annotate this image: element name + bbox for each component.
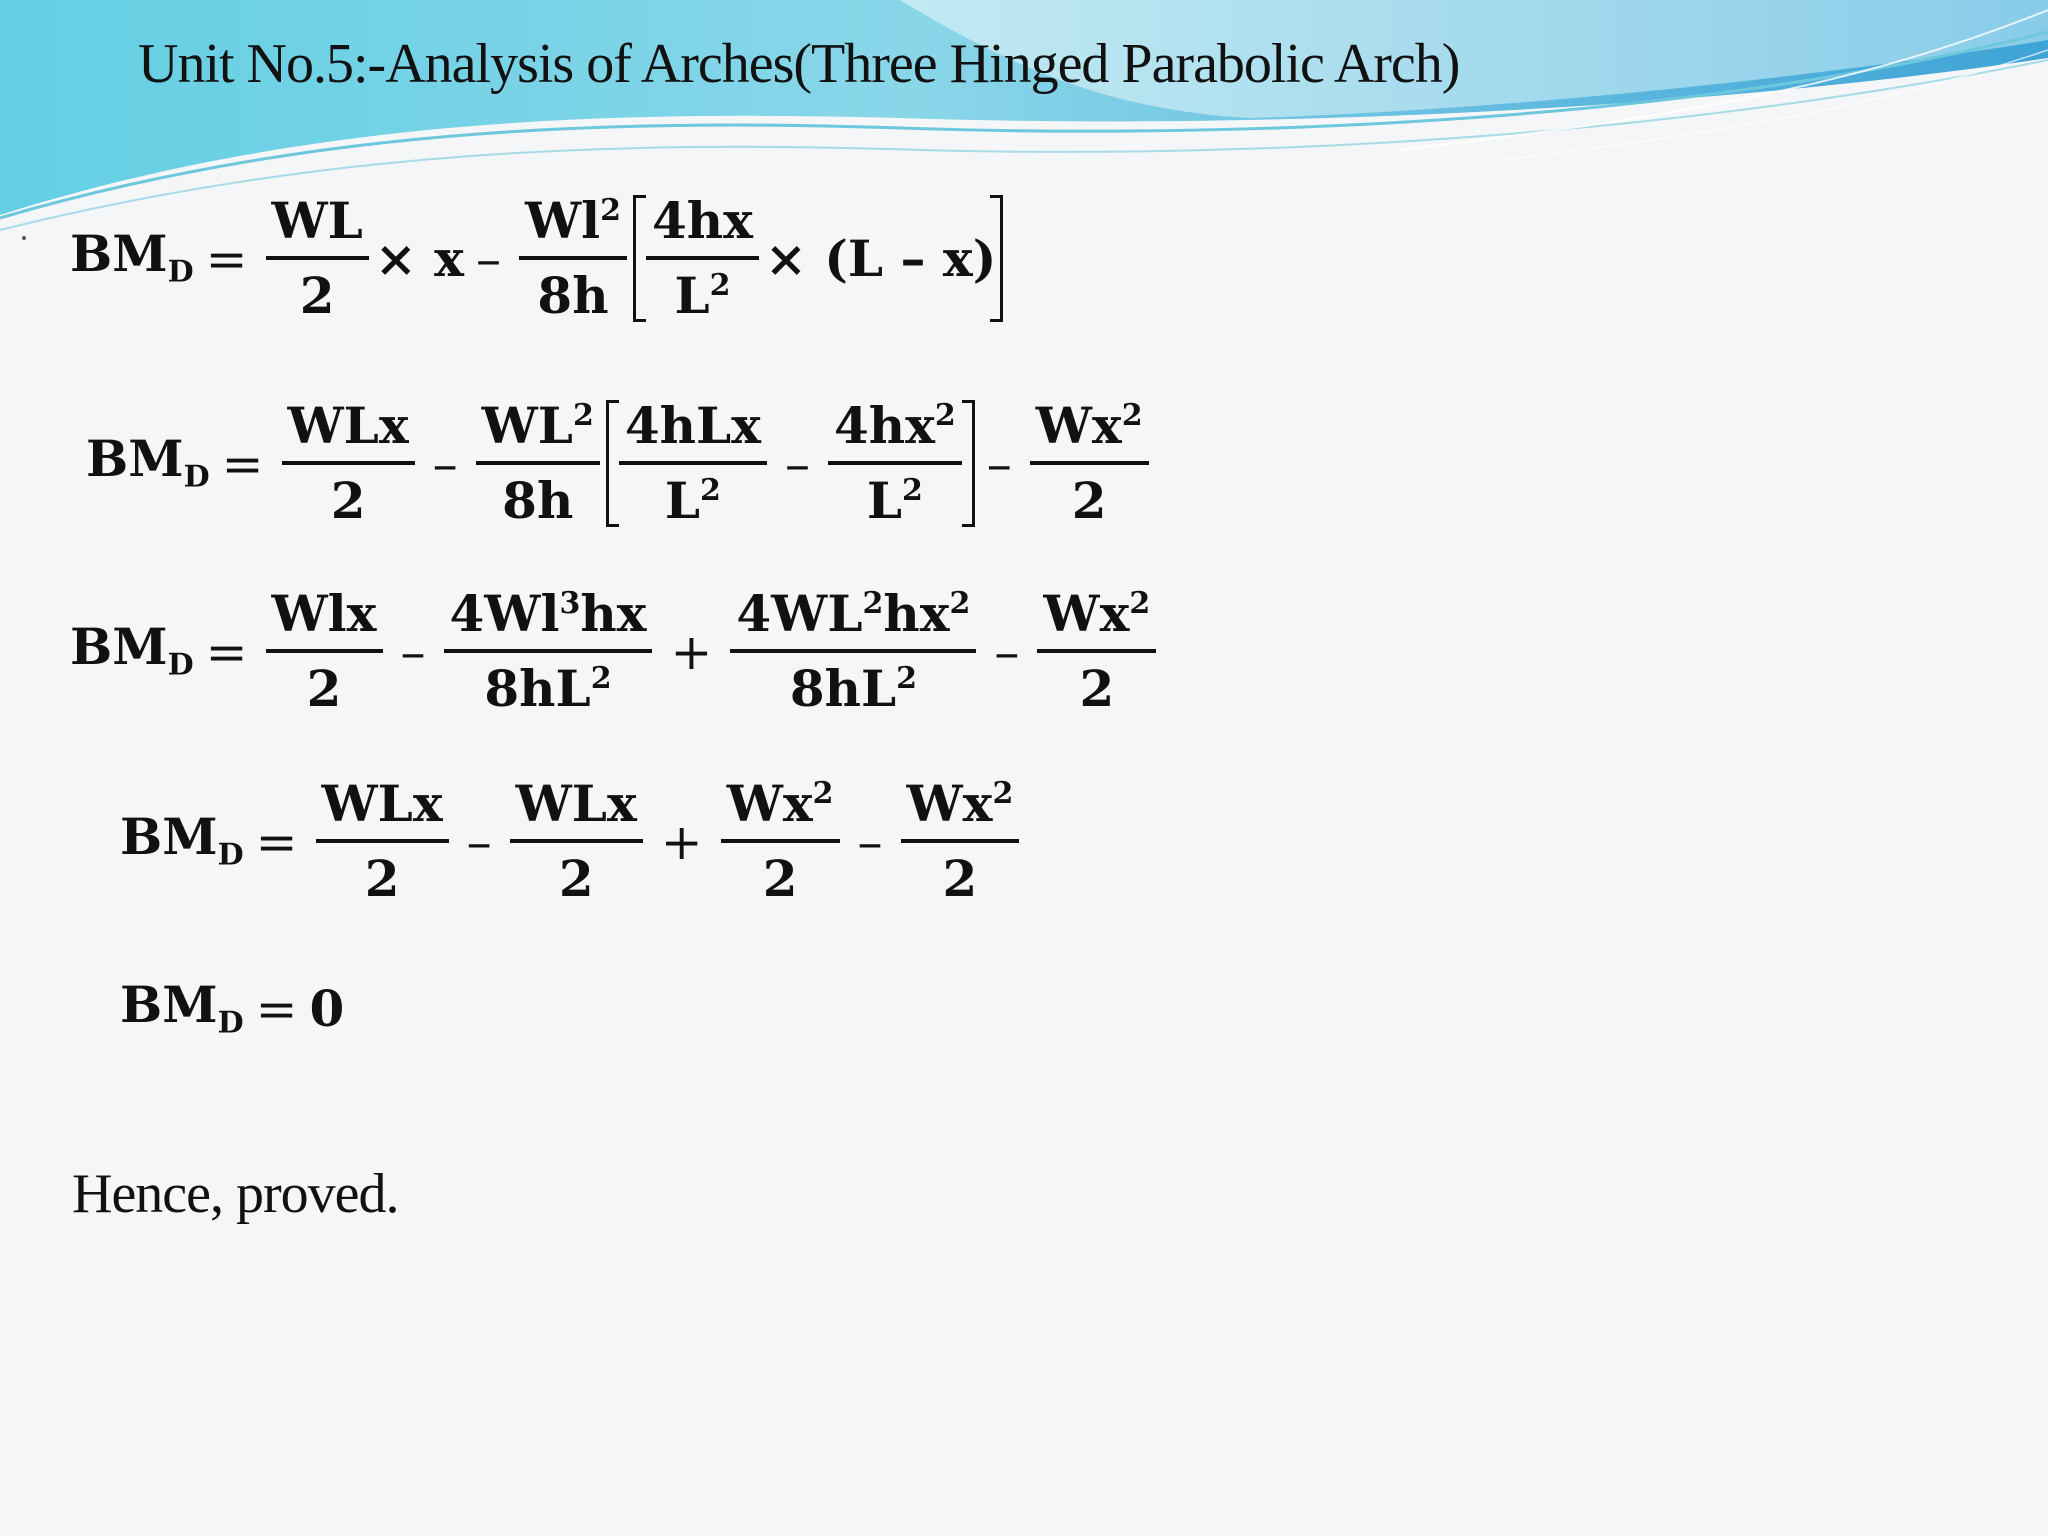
fraction: $\frac{Wl^2}{8h}$ bbox=[519, 195, 627, 322]
fraction: $\frac{Wx^2}{2}$ bbox=[1030, 400, 1149, 527]
equation-lhs: $BM_D$ bbox=[86, 429, 210, 495]
equation-2: $BM_D$ = $\frac{\text{WLx}}{2}$ – $\frac{WL^2}{8h}$ $\frac{\text{4hLx}}{L^2}$ – $\frac{4hx^2}{L^2}$ – $\frac{Wx^2}{2}$ bbox=[86, 400, 1155, 527]
square-bracket-group: $\frac{4hx}{L^2}$ × (L – x) bbox=[633, 195, 1003, 322]
equation-lhs: $BM_D$ bbox=[120, 807, 244, 873]
square-bracket-group: $\frac{\text{4hLx}}{L^2}$ – $\frac{4hx^2}{L^2}$ bbox=[606, 400, 975, 527]
fraction: $\frac{\text{WLx}}{2}$ bbox=[510, 778, 643, 905]
equation-lhs: $BM_D$ bbox=[120, 975, 244, 1041]
fraction: $\frac{Wx^2}{2}$ bbox=[1037, 588, 1156, 715]
fraction: $\frac{4hx^2}{L^2}$ bbox=[828, 400, 962, 527]
fraction: $\frac{\text{WLx}}{2}$ bbox=[282, 400, 415, 527]
equation-3: $BM_D$ = $\frac{\text{Wlx}}{2}$ – $\frac{4Wl^3hx}{8hL^2}$ + $\frac{4WL^2hx^2}{8hL^2}$ – $\frac{Wx^2}{2}$ bbox=[70, 588, 1162, 715]
fraction: $\frac{Wx^2}{2}$ bbox=[901, 778, 1020, 905]
conclusion-text: Hence, proved. bbox=[72, 1163, 399, 1225]
fraction: $\frac{Wx^2}{2}$ bbox=[721, 778, 840, 905]
fraction: $\frac{\text{WLx}}{2}$ bbox=[316, 778, 449, 905]
equation-lhs: $BM_D$ bbox=[70, 617, 194, 683]
equation-lhs: $BM_D$ bbox=[70, 224, 194, 290]
fraction: $\frac{\text{4hLx}}{L^2}$ bbox=[619, 400, 767, 527]
fraction: $\frac{WL^2}{8h}$ bbox=[476, 400, 600, 527]
slide-title: Unit No.5:-Analysis of Arches(Three Hinged Parabolic Arch) bbox=[138, 33, 1460, 95]
fraction: $\frac{4hx}{L^2}$ bbox=[646, 195, 759, 322]
fraction: $\frac{4WL^2hx^2}{8hL^2}$ bbox=[730, 588, 976, 715]
equation-1: $BM_D$ = $\frac{WL}{2}$ × x – $\frac{Wl^2}{8h}$ $\frac{4hx}{L^2}$ × (L – x) bbox=[70, 195, 1003, 322]
fraction: $\frac{WL}{2}$ bbox=[266, 195, 369, 322]
fraction: $\frac{\text{Wlx}}{2}$ bbox=[266, 588, 383, 715]
equation-5: $BM_D$ = 0 bbox=[120, 975, 345, 1041]
equation-rhs: 0 bbox=[309, 979, 345, 1039]
bullet-dot bbox=[22, 236, 26, 240]
equation-4: $BM_D$ = $\frac{\text{WLx}}{2}$ – $\frac{\text{WLx}}{2}$ + $\frac{Wx^2}{2}$ – $\frac{Wx^2}{2}$ bbox=[120, 778, 1025, 905]
fraction: $\frac{4Wl^3hx}{8hL^2}$ bbox=[444, 588, 653, 715]
